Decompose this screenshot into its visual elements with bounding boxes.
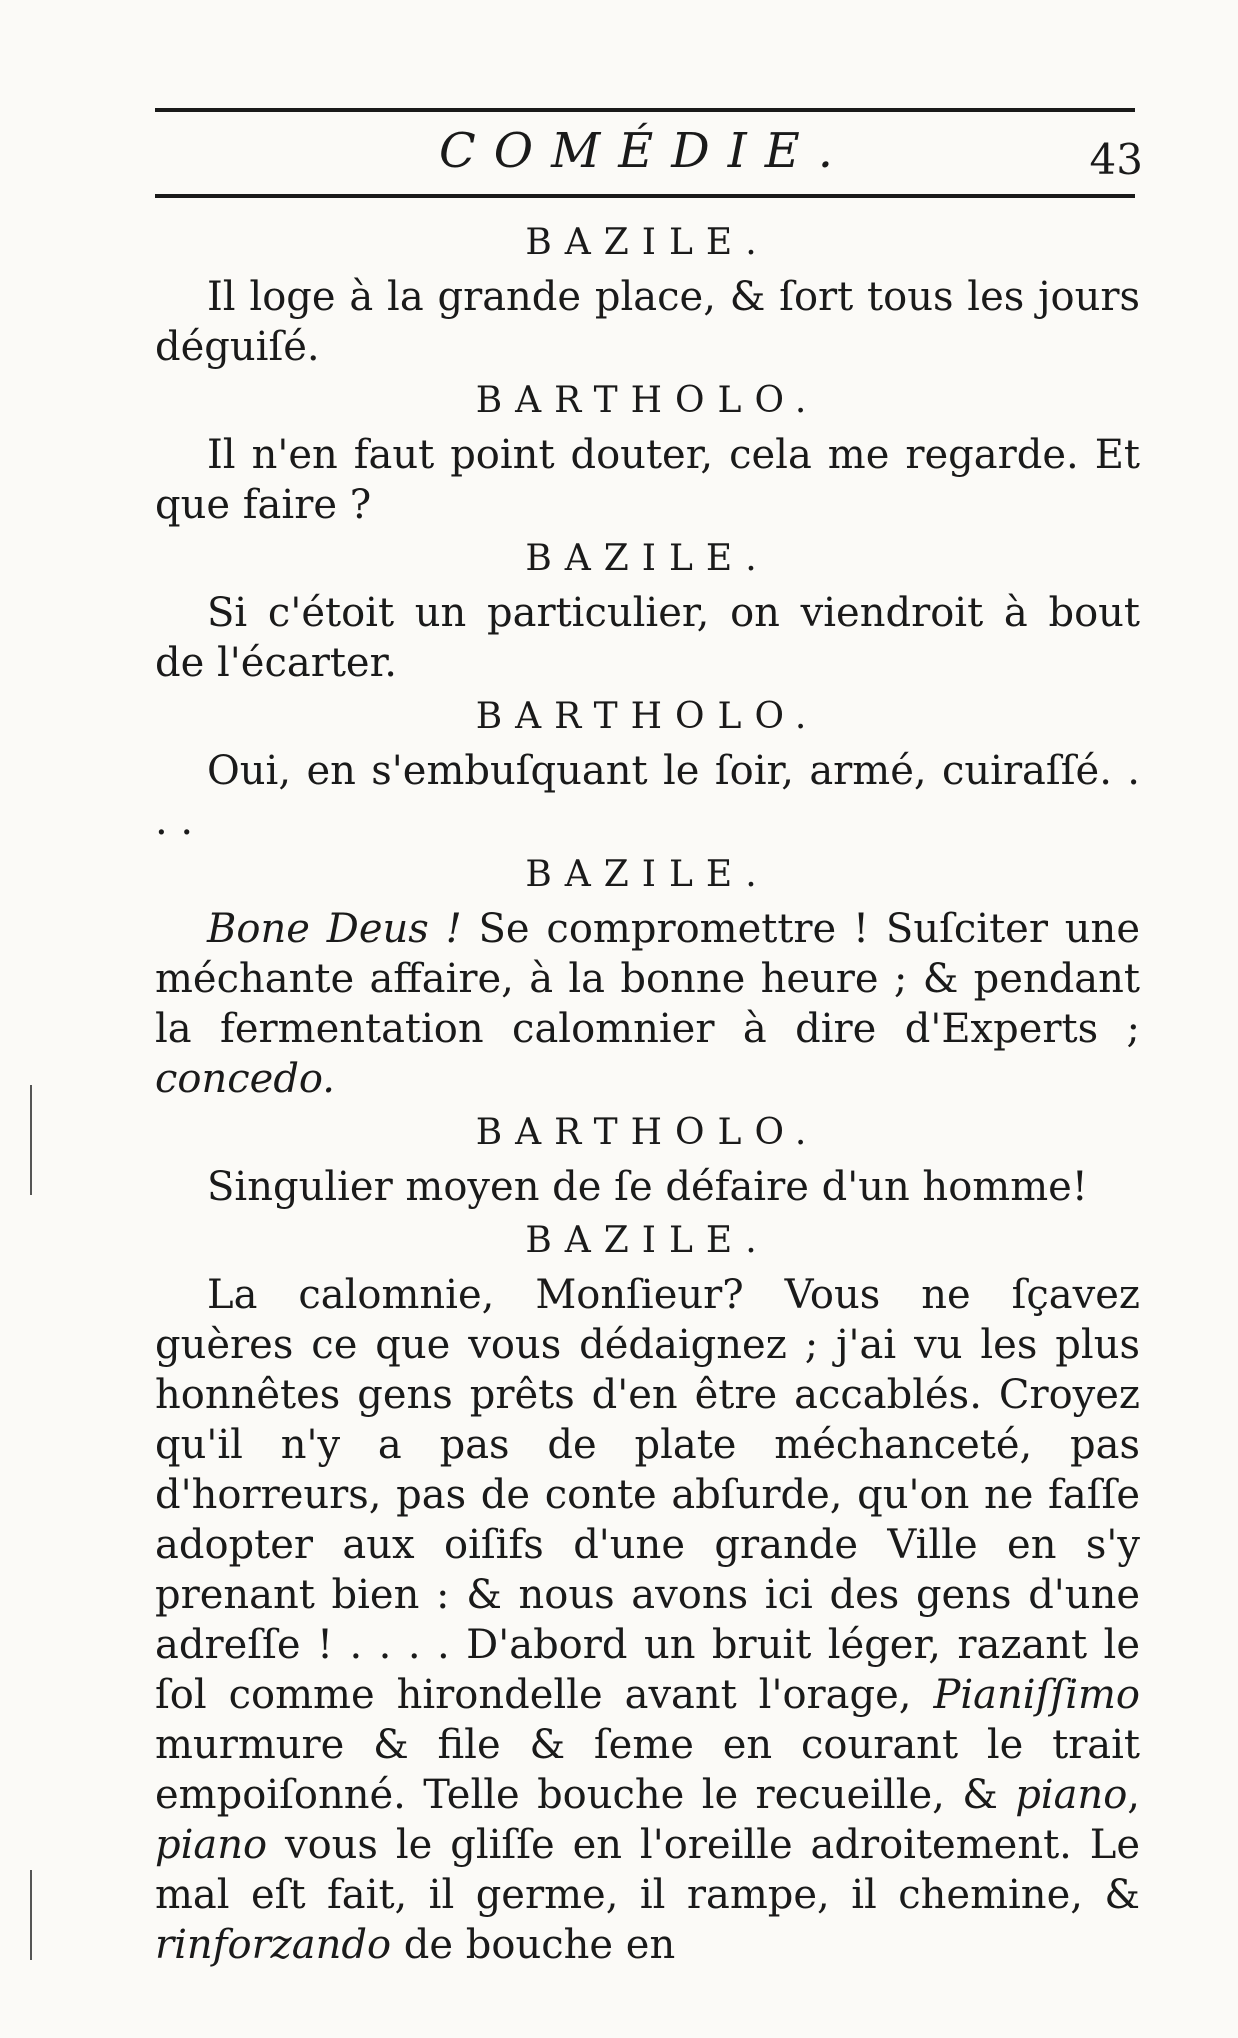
speaker-name: BARTHOLO. — [475, 696, 820, 737]
dialogue-body — [155, 214, 1140, 1970]
speaker-name: BAZILE. — [525, 538, 770, 579]
speech-segment: La calomnie, Monſieur? Vous ne ſçavez guères ce que vous dédaignez ; j'ai vu les plus honnêtes gens prêts d'en être accablés. Croyez qu'il n'y a pas de plate méchanceté, pas d'horreurs, pas de conte abſurde, qu'on ne faſſe adopter aux oiſifs d'une grande Ville en s'y prenant bien : & nous avons ici des gens d'une adreſſe ! . . . . D'abord un bruit léger, razant le ſol comme hirondelle avant l'orage, — [155, 1272, 1140, 1718]
speaker-name: BAZILE. — [525, 854, 770, 895]
speaker-name: BAZILE. — [525, 1220, 770, 1261]
musical-term: piano — [1015, 1772, 1128, 1818]
page-number: 43 — [1089, 135, 1143, 184]
speech-text: Singulier moyen de ſe défaire d'un homme! — [207, 1164, 1088, 1210]
speech-text: Oui, en s'embuſquant le ſoir, armé, cuiraſſé. . . . — [155, 748, 1140, 844]
speech-segment: vous le gliſſe en l'oreille adroitement. Le mal eſt fait, il germe, il rampe, il chemine, & — [155, 1822, 1140, 1918]
speech-text: Il n'en faut point douter, cela me regarde. Et que faire ? — [155, 432, 1140, 528]
musical-term: piano — [155, 1822, 268, 1868]
speech-segment: Se compromettre ! Suſciter une méchante affaire, à la bonne heure ; & pendant la fermentation calomnier à dire d'Experts ; — [155, 906, 1140, 1052]
speech-text: Si c'étoit un particulier, on viendroit à bout de l'écarter. — [155, 590, 1140, 686]
margin-mark — [30, 1870, 32, 1960]
speaker-name: BARTHOLO. — [475, 1112, 820, 1153]
speech-segment: murmure & file & ſeme en courant le trait empoiſonné. Telle bouche le recueille, & — [155, 1722, 1140, 1818]
musical-term: Pianiſſimo — [933, 1672, 1140, 1718]
header-top-rule — [155, 108, 1135, 112]
speaker-name: BAZILE. — [525, 222, 770, 263]
speaker-name: BARTHOLO. — [475, 380, 820, 421]
speech-text — [155, 1270, 1140, 1970]
speech-segment: , — [1127, 1772, 1140, 1818]
running-head-title: COMÉDIE. — [438, 123, 851, 179]
speech-segment: de bouche en — [391, 1922, 676, 1968]
latin-phrase: Bone Deus ! — [207, 906, 462, 952]
musical-term: rinforzando — [155, 1922, 392, 1968]
latin-phrase: concedo. — [155, 1056, 336, 1102]
speech-text: Il loge à la grande place, & ſort tous les jours déguiſé. — [155, 274, 1140, 370]
margin-mark — [30, 1085, 32, 1195]
speech-text — [155, 904, 1140, 1104]
header-bottom-rule — [155, 194, 1135, 198]
